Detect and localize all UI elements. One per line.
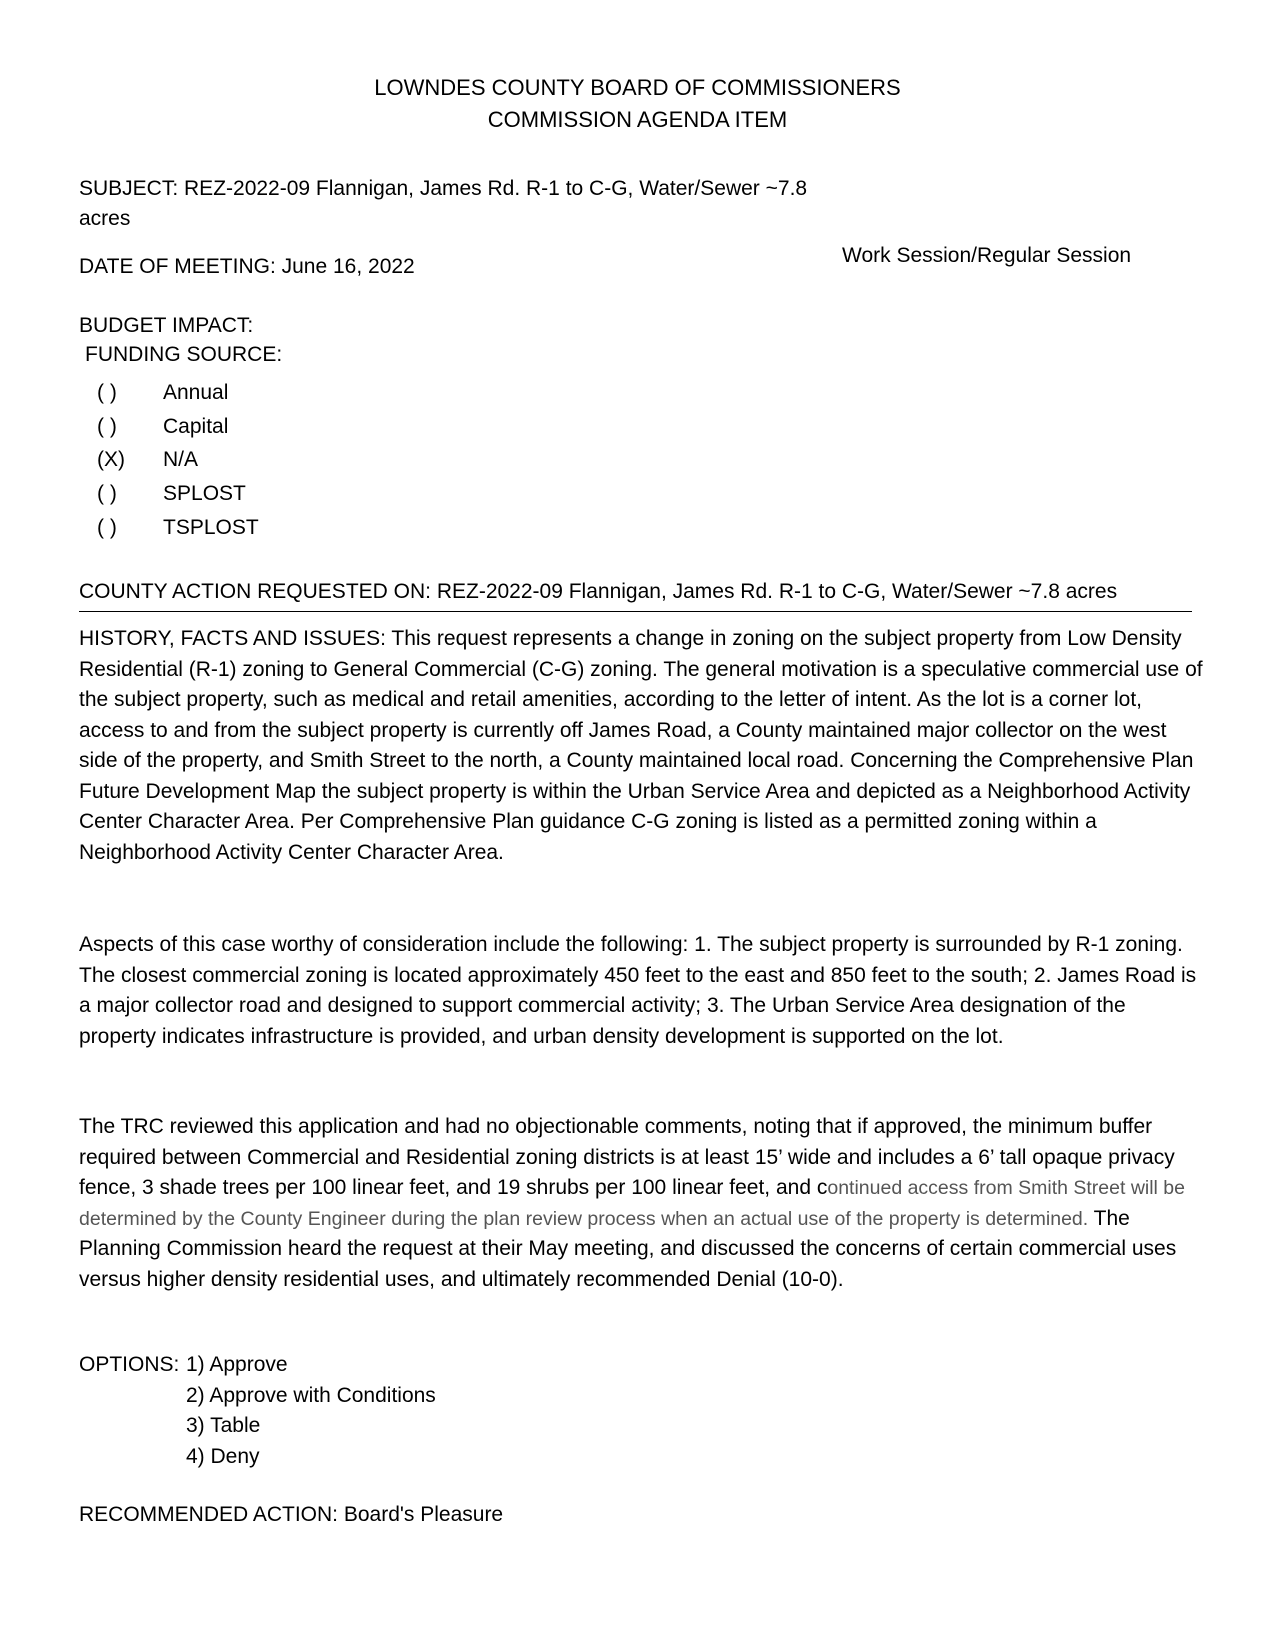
funding-option xyxy=(97,378,228,408)
recommended-action: RECOMMENDED ACTION: Board's Pleasure xyxy=(79,1503,504,1526)
header-title: LOWNDES COUNTY BOARD OF COMMISSIONERS xyxy=(374,75,901,100)
checkbox-mark: ( ) xyxy=(97,482,117,505)
history-paragraph: HISTORY, FACTS AND ISSUES: This request represents a change in zoning on the subject property from Low Density Residential (R-1) zoning to General Commercial (C-G) zoning. The general motivation is a speculative commercial use of the subject property, such as medical and retail amenities, according to the letter of intent. As the lot is a corner lot, access to and from the subject property is currently off James Road, a County maintained major collector on the west side of the property, and Smith Street to the north, a County maintained local road. Concerning the Comprehensive Plan Future Development Map the subject property is within the Urban Service Area and depicted as a Neighborhood Activity Center Character Area. Per Comprehensive Plan guidance C-G zoning is listed as a permitted zoning within a Neighborhood Activity Center Character Area. xyxy=(79,627,1203,864)
funding-option-label: N/A xyxy=(163,448,199,471)
considerations-paragraph: Aspects of this case worthy of consideration include the following: 1. The subject property is surrounded by R-1 zoning. The closest commercial zoning is located approximately 450 feet to the east and 850 feet to the south; 2. James Road is a major collector road and designed to support commercial activity; 3. The Urban Service Area designation of the property indicates infrastructure is provided, and urban density development is supported on the lot. xyxy=(79,933,1197,1048)
option-item: 2) Approve with Conditions xyxy=(186,1384,436,1407)
budget-impact-label: BUDGET IMPACT: xyxy=(79,314,254,337)
meeting-date: DATE OF MEETING: June 16, 2022 xyxy=(79,255,415,278)
option-item: 3) Table xyxy=(186,1414,261,1437)
planning-commission-text: The Planning Commission heard the request at their May meeting, and discussed the concerns of certain commercial uses versus higher density residential uses, and ultimately recommended Denial (10-0). xyxy=(79,1206,1177,1291)
trc-paragraph xyxy=(79,1112,1204,1295)
funding-option xyxy=(97,513,259,543)
header-subtitle: COMMISSION AGENDA ITEM xyxy=(487,107,788,132)
trc-text-inserted: ontinued access from Smith Street will be determined by the County Engineer during the plan review process when an actual use of the property is determined. xyxy=(79,1177,1185,1230)
subject-line-continued: acres xyxy=(79,207,131,230)
checkbox-mark: ( ) xyxy=(97,381,117,404)
options-label: OPTIONS: xyxy=(79,1353,180,1376)
funding-option-label: Annual xyxy=(163,381,229,404)
action-requested: COUNTY ACTION REQUESTED ON: REZ-2022-09 Flannigan, James Rd. R-1 to C-G, Water/Sewer ~7.8 acres xyxy=(79,580,1118,603)
section-divider xyxy=(79,611,1192,612)
option-item: 1) Approve xyxy=(186,1353,288,1376)
session-type: Work Session/Regular Session xyxy=(842,244,1132,267)
funding-option xyxy=(97,445,198,475)
funding-option xyxy=(97,479,246,509)
funding-source-label: FUNDING SOURCE: xyxy=(85,343,283,366)
funding-option-label: Capital xyxy=(163,415,229,438)
subject-line: SUBJECT: REZ-2022-09 Flannigan, James Rd. R-1 to C-G, Water/Sewer ~7.8 xyxy=(79,177,808,200)
checkbox-mark: ( ) xyxy=(97,415,117,438)
option-item: 4) Deny xyxy=(186,1445,260,1468)
checkbox-mark: (X) xyxy=(97,448,125,471)
trc-text: The TRC reviewed this application and had no objectionable comments, noting that if approved, the minimum buffer required between Commercial and Residential zoning districts is at least 15’ wide and includes a 6’ tall opaque privacy fence, 3 shade trees per 100 linear feet, and 19 shrubs per 100 linear feet, and c xyxy=(79,1115,1175,1199)
funding-option xyxy=(97,412,228,442)
checkbox-mark: ( ) xyxy=(97,516,117,539)
funding-option-label: TSPLOST xyxy=(163,516,259,539)
funding-option-label: SPLOST xyxy=(163,482,246,505)
